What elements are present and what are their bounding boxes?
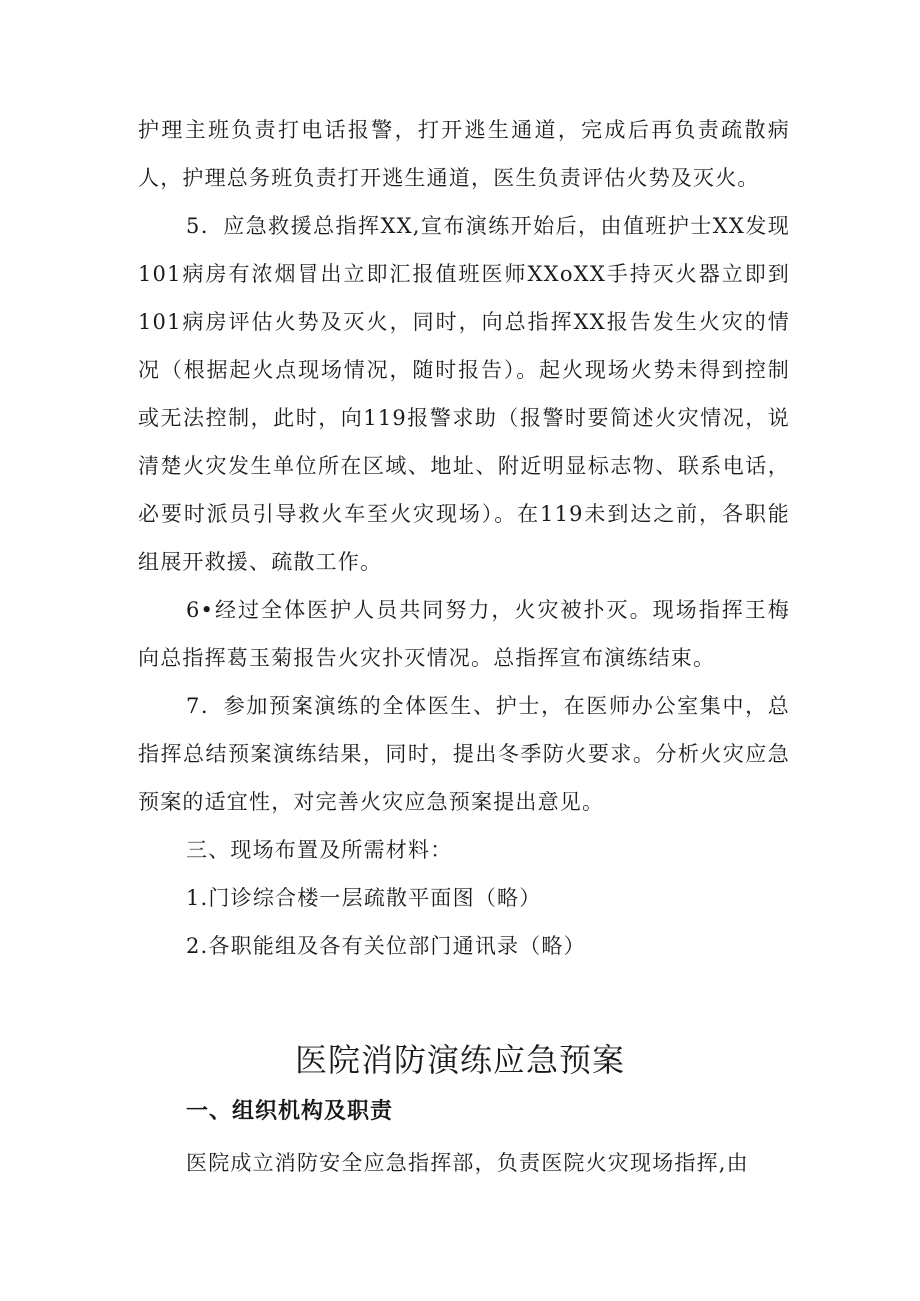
section-1-heading: 一、组织机构及职责 [186,1099,394,1124]
paragraph-item-5: 5．应急救援总指挥XX,宣布演练开始后，由值班护士XX发现101病房有浓烟冒出立即汇报值班医师XXoXX手持灭火器立即到101病房评估火势及灭火，同时，向总指挥XX报告发生火灾的情况（根据起火点现场情况，随时报告）。起火现场火势未得到控制或无法控制，此时，向119报警求助（报警时要简述火灾情况，说清楚火灾发生单位所在区域、地址、附近明显标志物、联系电话，必要时派员引导救火车至火灾现场）。在119未到达之前，各职能组展开救援、疏散工作。 [138,214,790,574]
paragraph-continued: 护理主班负责打电话报警，打开逃生通道，完成后再负责疏散病人，护理总务班负责打开逃生通道，医生负责评估火势及灭火。 [138,118,790,190]
paragraph-item-7: 7．参加预案演练的全体医生、护士，在医师办公室集中，总指挥总结预案演练结果，同时，提出冬季防火要求。分析火灾应急预案的适宜性，对完善火灾应急预案提出意见。 [138,694,790,814]
document-title: 医院消防演练应急预案 [294,1041,625,1079]
section-3-item-2: 2.各职能组及各有关位部门通讯录（略） [186,934,586,958]
section-1-body [138,1139,790,1187]
section-3-heading: 三、现场布置及所需材料： [186,838,453,862]
section-1-paragraph: 医院成立消防安全应急指挥部，负责医院火灾现场指挥,由 [186,1151,749,1175]
text-block-continued [138,106,790,970]
paragraph-item-6: 6•经过全体医护人员共同努力，火灾被扑灭。现场指挥王梅向总指挥葛玉菊报告火灾扑灭情况。总指挥宣布演练结束。 [138,598,790,670]
section-3-item-1: 1.门诊综合楼一层疏散平面图（略） [186,886,542,910]
